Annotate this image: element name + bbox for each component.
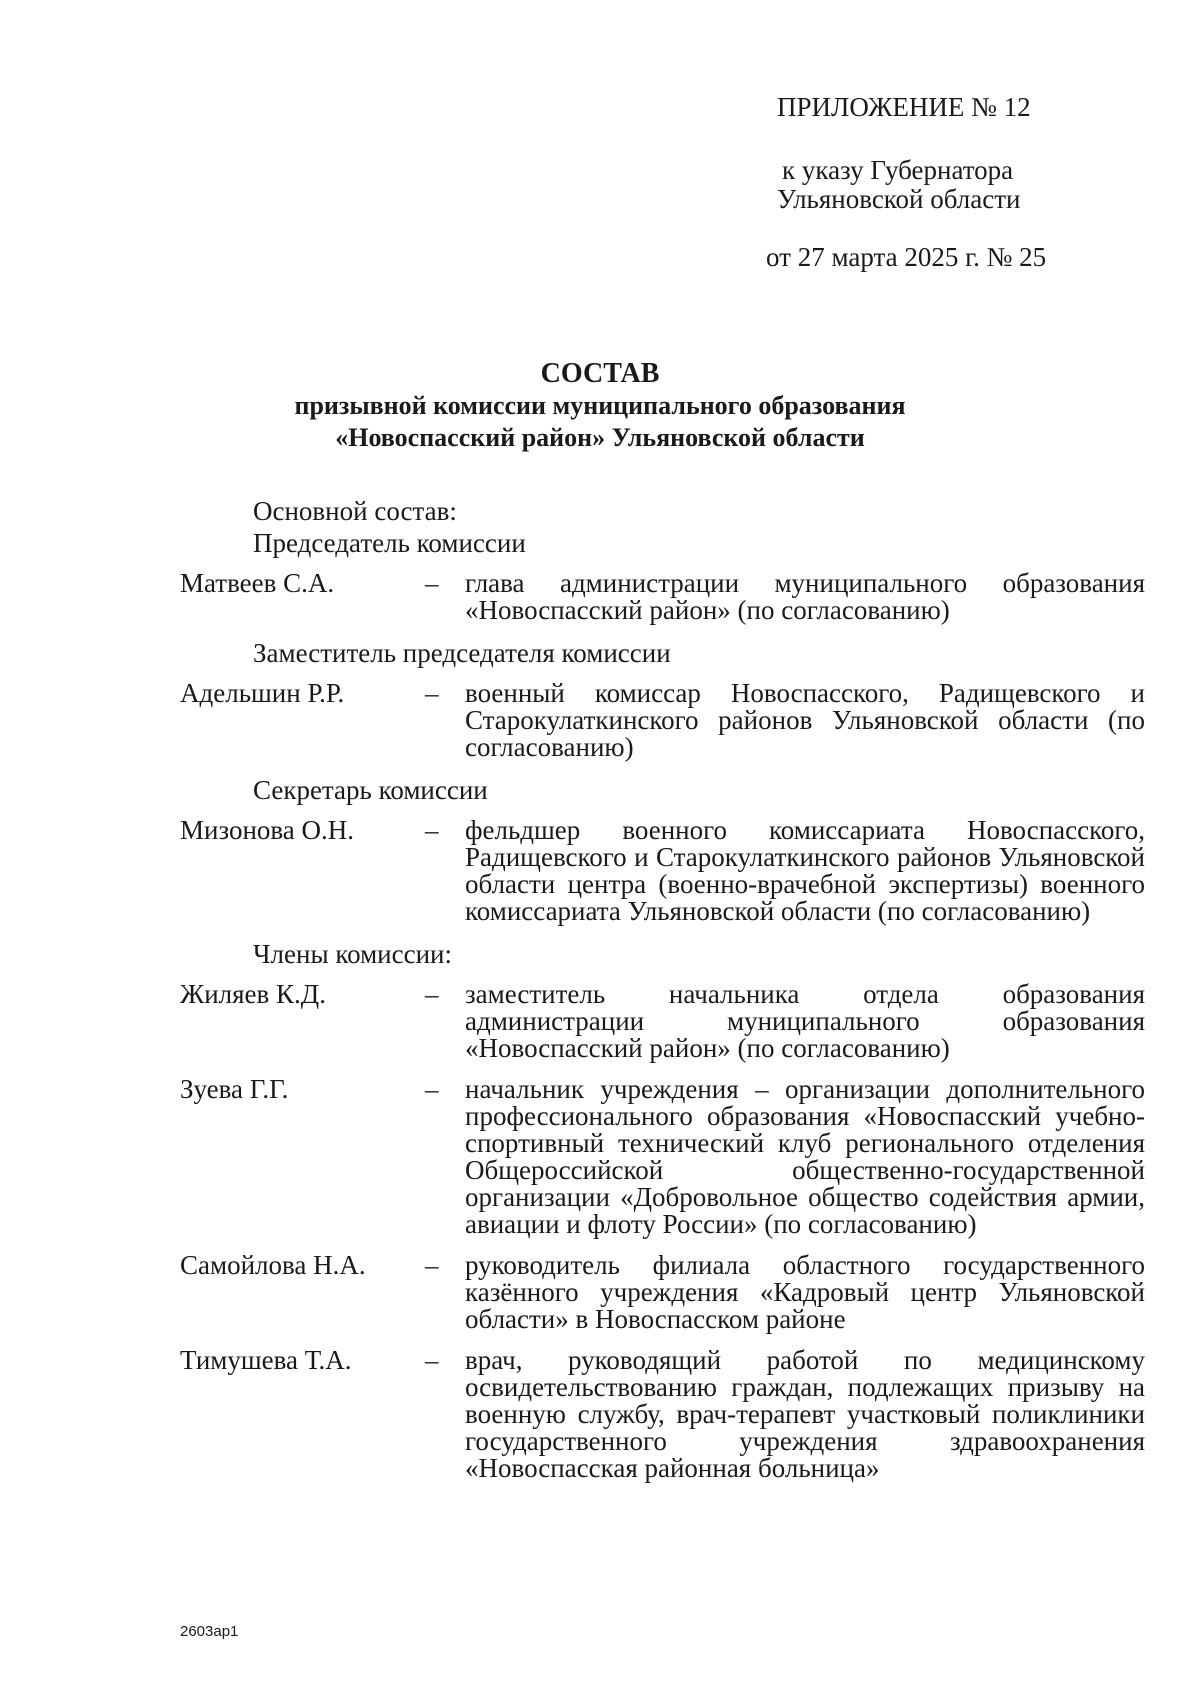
member-entry	[0, 981, 1200, 1062]
chairman-label: Председатель комиссии	[253, 528, 526, 558]
member-entry	[0, 1252, 1200, 1333]
member-name: Мизонова О.Н.	[180, 815, 355, 845]
member-dash: –	[425, 568, 439, 598]
title-line-2: «Новоспасский район» Ульяновской области	[335, 423, 865, 452]
member-name: Адельшин Р.Р.	[180, 678, 345, 708]
secretary-label: Секретарь комиссии	[253, 775, 488, 805]
member-position: руководитель филиала областного государственного казённого учреждения «Кадровый центр Ульяновской области» в Новоспасском районе	[465, 1250, 1145, 1334]
member-name: Матвеев С.А.	[180, 568, 335, 598]
member-position: глава администрации муниципального образования «Новоспасский район» (по согласованию)	[465, 568, 1145, 625]
members-label: Члены комиссии:	[253, 939, 452, 969]
chairman-entry	[0, 570, 1200, 624]
decree-reference-line2: Ульяновской области	[777, 184, 1021, 214]
member-name: Зуева Г.Г.	[180, 1074, 289, 1104]
member-entry	[0, 1347, 1200, 1482]
member-name: Жиляев К.Д.	[180, 979, 326, 1009]
member-dash: –	[425, 979, 439, 1009]
deputy-label: Заместитель председателя комиссии	[253, 638, 671, 668]
deputy-entry	[0, 680, 1200, 761]
document-code: 2603ap1	[180, 1623, 239, 1640]
title-main: СОСТАВ	[540, 358, 660, 389]
member-dash: –	[425, 815, 439, 845]
member-name: Тимушева Т.А.	[180, 1345, 352, 1375]
member-dash: –	[425, 1345, 439, 1375]
member-dash: –	[425, 1074, 439, 1104]
decree-reference-line1: к указу Губернатора	[782, 155, 1014, 185]
document-title	[0, 358, 1200, 454]
member-position: фельдшер военного комиссариата Новоспасского, Радищевского и Старокулаткинского районов Ульяновской области центра (военно-врачебной экспертизы) военного комиссариата Ульяновской области (по согласованию)	[465, 815, 1145, 926]
member-position: заместитель начальника отдела образования администрации муниципального образования «Новоспасский район» (по согласованию)	[465, 979, 1145, 1063]
member-position: врач, руководящий работой по медицинскому освидетельствованию граждан, подлежащих призыву на военную службу, врач-терапевт участковый поликлиники государственного учреждения здравоохранения «Новоспасская районная больница»	[465, 1345, 1145, 1483]
main-composition-label: Основной состав:	[253, 496, 457, 526]
member-dash: –	[425, 1250, 439, 1280]
title-line-1: призывной комиссии муниципального образования	[294, 391, 906, 420]
decree-date-number: от 27 марта 2025 г. № 25	[766, 242, 1047, 272]
member-position: начальник учреждения – организации дополнительного профессионального образования «Новоспасский учебно-спортивный технический клуб регионального отделения Общероссийской общественно-государственной организации «Добровольное общество содействия армии, авиации и флоту России» (по согласованию)	[465, 1074, 1145, 1239]
member-entry	[0, 1076, 1200, 1238]
composition-body	[0, 496, 1200, 1496]
member-name: Самойлова Н.А.	[180, 1250, 366, 1280]
appendix-number: ПРИЛОЖЕНИЕ № 12	[777, 92, 1031, 122]
member-position: военный комиссар Новоспасского, Радищевского и Старокулаткинского районов Ульяновской области (по согласованию)	[465, 678, 1145, 762]
secretary-entry	[0, 817, 1200, 925]
member-dash: –	[425, 678, 439, 708]
